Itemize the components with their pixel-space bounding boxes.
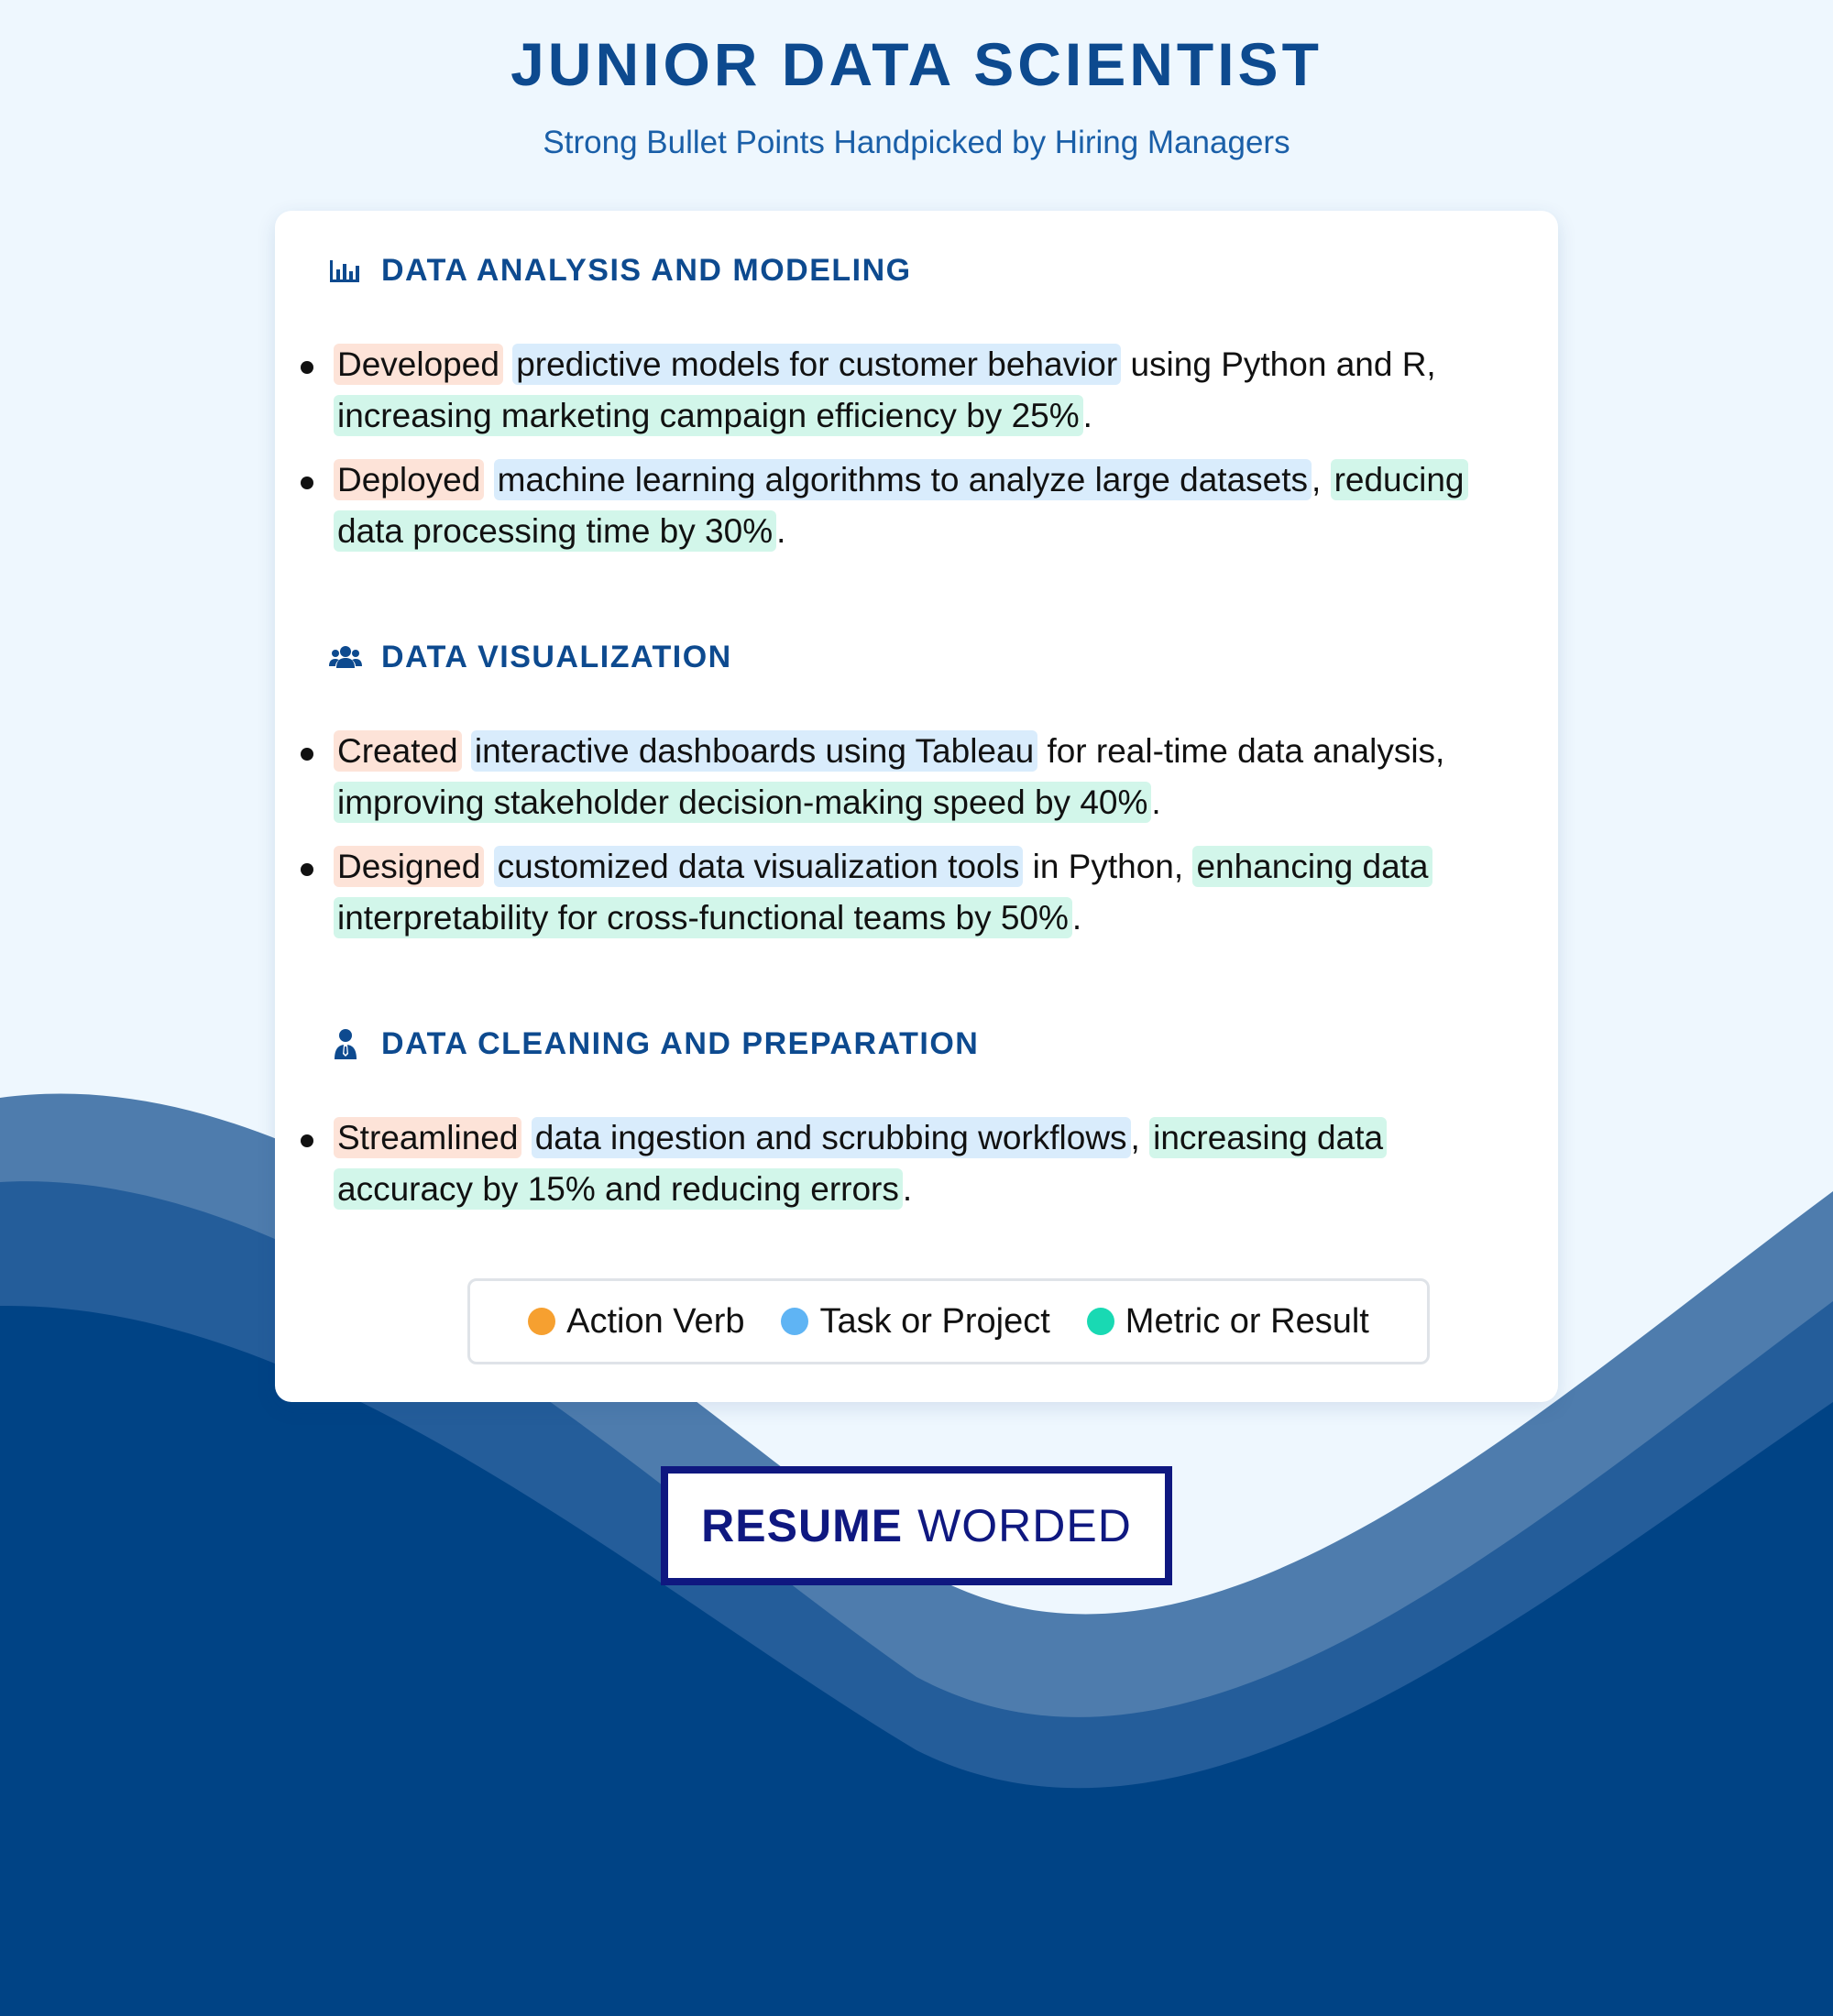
orange-dot-icon (528, 1308, 555, 1335)
page-subtitle: Strong Bullet Points Handpicked by Hiring Managers (543, 125, 1290, 160)
task-or-project: machine learning algorithms to analyze large datasets (494, 459, 1312, 500)
bullet-points-card (275, 211, 1558, 1402)
legend-label: Task or Project (819, 1301, 1050, 1341)
plain-text: in Python, (1032, 848, 1184, 885)
bullet-item (328, 1112, 1516, 1215)
plain-text: . (1151, 783, 1161, 821)
page-title: JUNIOR DATA SCIENTIST (510, 30, 1323, 98)
bullet-item (328, 726, 1516, 828)
bullet-item (328, 841, 1516, 944)
bullet-list (328, 1112, 1520, 1215)
task-or-project: interactive dashboards using Tableau (471, 730, 1037, 772)
legend-label: Action Verb (566, 1301, 745, 1341)
action-verb: Developed (334, 344, 503, 385)
plain-text: . (776, 512, 786, 550)
section-title: DATA ANALYSIS AND MODELING (381, 252, 912, 288)
plain-text: for real-time data analysis, (1047, 732, 1445, 770)
section-heading (328, 636, 1520, 678)
teal-dot-icon (1087, 1308, 1114, 1335)
action-verb: Deployed (334, 459, 484, 500)
user-tie-icon (328, 1026, 363, 1061)
plain-text: , (1312, 461, 1322, 499)
metric-or-result: increasing marketing campaign efficiency by 25% (334, 395, 1083, 436)
plain-text: , (1130, 1119, 1140, 1156)
bullet-list (328, 339, 1520, 557)
action-verb: Designed (334, 846, 484, 887)
metric-or-result: enhancing data interpretability for cross-functional teams by 50% (334, 846, 1432, 938)
logo-bold-text: RESUME (701, 1500, 904, 1551)
section-data-cleaning (328, 1023, 1520, 1228)
section-data-visualization (328, 636, 1520, 957)
legend-item-metric-or-result (1087, 1302, 1369, 1342)
metric-or-result: increasing data accuracy by 15% and reducing errors (334, 1117, 1387, 1210)
action-verb: Created (334, 730, 462, 772)
section-data-analysis (328, 249, 1520, 570)
legend-item-action-verb (528, 1302, 744, 1342)
section-title: DATA CLEANING AND PREPARATION (381, 1025, 980, 1061)
bar-chart-icon (328, 253, 363, 288)
bullet-item (328, 455, 1516, 557)
plain-text: . (902, 1170, 913, 1208)
plain-text: using Python and R, (1130, 345, 1436, 383)
legend (467, 1278, 1430, 1364)
section-heading (328, 249, 1520, 291)
section-title: DATA VISUALIZATION (381, 639, 732, 674)
section-heading (328, 1023, 1520, 1065)
metric-or-result: reducing data processing time by 30% (334, 459, 1468, 552)
blue-dot-icon (781, 1308, 808, 1335)
plain-text: . (1082, 397, 1092, 434)
metric-or-result: improving stakeholder decision-making speed by 40% (334, 782, 1151, 823)
header (0, 27, 1833, 161)
action-verb: Streamlined (334, 1117, 521, 1158)
task-or-project: predictive models for customer behavior (512, 344, 1121, 385)
legend-item-task-or-project (781, 1302, 1049, 1342)
resume-worded-logo[interactable] (661, 1466, 1172, 1585)
task-or-project: customized data visualization tools (494, 846, 1024, 887)
task-or-project: data ingestion and scrubbing workflows (532, 1117, 1131, 1158)
bullet-item (328, 339, 1516, 442)
bullet-list (328, 726, 1520, 944)
plain-text: . (1071, 899, 1082, 937)
legend-label: Metric or Result (1125, 1301, 1369, 1341)
users-icon (328, 640, 363, 674)
logo-light-text: WORDED (917, 1500, 1132, 1551)
